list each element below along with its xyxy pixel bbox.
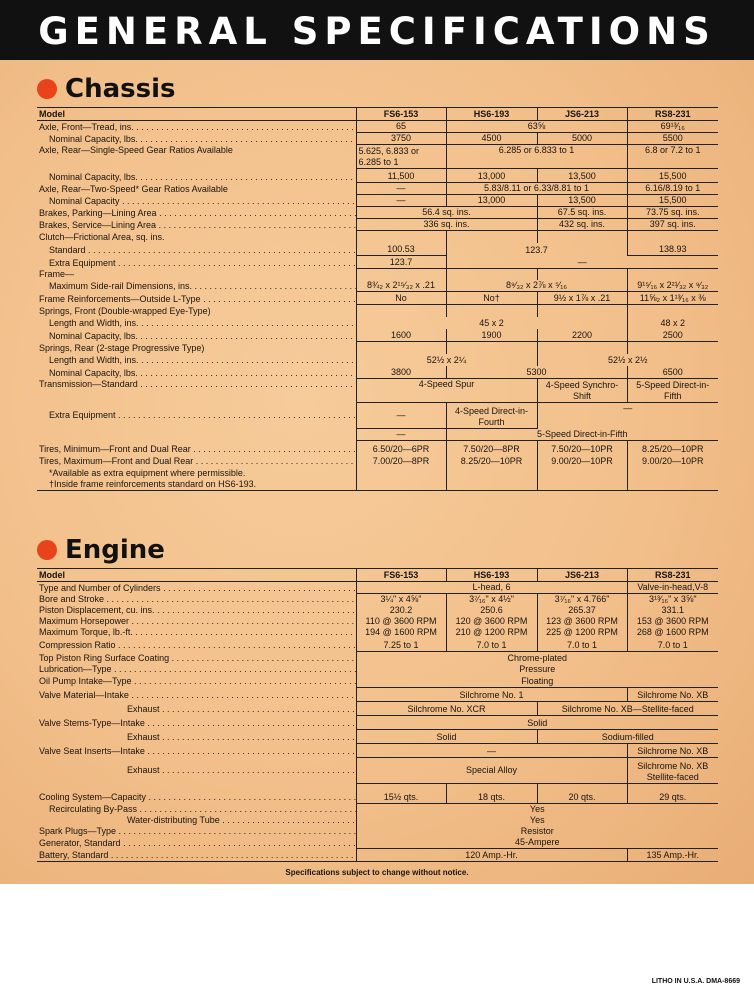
table-row [37, 403, 718, 429]
table-row [37, 366, 718, 379]
cell-value: 29 qts. [627, 783, 718, 803]
row-label: Compression Ratio . . . [37, 638, 356, 651]
engine-title: Engine [65, 535, 165, 565]
row-label: Exhaust . . . [37, 729, 356, 743]
cell-value: 3¼" x 4⅝" [356, 594, 446, 606]
table-row [37, 675, 718, 687]
table-row [37, 354, 718, 366]
cell-value: 8.25/20—10PR [627, 441, 718, 455]
title-banner [0, 0, 754, 60]
cell-value: 265.37 [537, 605, 627, 616]
cell-value: Silchrome No. XB [627, 743, 718, 757]
cell-value: 52½ x 2¼ [356, 354, 537, 366]
cell-value: 7.50/20—10PR [537, 441, 627, 455]
row-label: Recirculating By-Pass . . . [37, 803, 356, 815]
engine-heading [37, 535, 165, 565]
cell-value: 7.50/20—8PR [446, 441, 537, 455]
cell-value: 2200 [537, 329, 627, 342]
table-row [37, 145, 718, 169]
cell-value: 56.4 sq. ins. [356, 207, 537, 219]
table-row [37, 329, 718, 342]
row-label: Frame— [39, 268, 75, 279]
row-label: Length and Width, ins. . . . [37, 354, 356, 366]
table-row [37, 441, 718, 455]
cell-value: 5.625, 6.833 or 6.285 to 1 [356, 145, 446, 169]
table-row [37, 219, 718, 231]
cell-value: 6.285 or 6.833 to 1 [446, 145, 627, 169]
table-row [37, 757, 718, 783]
row-label: Axle, Rear—Two-Speed* Gear Ratios Available [39, 183, 228, 194]
cell-value: Resistor [356, 826, 718, 837]
cell-value: Floating [356, 675, 718, 687]
table-row [37, 455, 718, 467]
cell-value: 67.5 sq. ins. [537, 207, 627, 219]
cell-value: — [356, 743, 627, 757]
row-label: Tires, Maximum—Front and Dual Rear . . . [37, 455, 356, 467]
row-label [37, 429, 356, 441]
cell-value: No† [446, 292, 537, 305]
cell-value: 123.7 [446, 243, 627, 256]
cell-value: 331.1 [627, 605, 718, 616]
col-model: Model [37, 569, 356, 582]
cell-value: 3750 [356, 133, 446, 145]
cell-value: 4-Speed Synchro-Shift [537, 379, 627, 403]
cell-value: 230.2 [356, 605, 446, 616]
cell-value: 194 @ 1600 RPM [356, 627, 446, 638]
cell-value: 9¹⁵⁄₁₆ x 2²¹⁄₃₂ x ⁹⁄₃₂ [627, 280, 718, 292]
cell-value: L-head, 6 [356, 582, 627, 594]
cell-value: Silchrome No. XB Stellite-faced [627, 757, 718, 783]
table-row [37, 195, 718, 207]
header-row [37, 569, 718, 582]
table-row [37, 292, 718, 305]
cell-value: — [446, 256, 718, 269]
cell-value: 63⅝ [446, 121, 627, 133]
footnote-row [37, 467, 718, 479]
cell-value: 3⁷⁄₁₆" x 4½" [446, 594, 537, 606]
table-row [37, 256, 718, 269]
table-row [37, 803, 718, 815]
table-row [37, 651, 718, 664]
row-label: Maximum Side-rail Dimensions, ins. . . . [37, 280, 356, 292]
cell-value: 250.6 [446, 605, 537, 616]
cell-value: Sodium-filled [537, 729, 718, 743]
table-row [37, 849, 718, 862]
cell-value: 225 @ 1200 RPM [537, 627, 627, 638]
row-label: Nominal Capacity, lbs. . . . [37, 329, 356, 342]
cell-value: 7.0 to 1 [446, 638, 537, 651]
row-label: Springs, Rear (2-stage Progressive Type) [39, 342, 205, 353]
footnote-row [37, 479, 718, 491]
print-code: LITHO IN U.S.A. DMA-8669 [651, 978, 740, 985]
cell-value: 5-Speed Direct-in-Fifth [446, 429, 718, 441]
row-label: Bore and Stroke . . . [37, 594, 356, 606]
col-hs6: HS6-193 [446, 569, 537, 582]
row-label: Standard . . . [37, 243, 356, 256]
cell-value: 7.25 to 1 [356, 638, 446, 651]
table-row [37, 826, 718, 837]
cell-value: Yes [356, 815, 718, 826]
table-row [37, 627, 718, 638]
cell-value: 432 sq. ins. [537, 219, 627, 231]
cell-value: 5.83/8.11 or 6.33/8.81 to 1 [446, 183, 627, 195]
row-label: Axle, Front—Tread, ins. . . . [37, 121, 356, 133]
row-label: Spark Plugs—Type . . . [37, 826, 356, 837]
cell-value: 123 @ 3600 RPM [537, 616, 627, 627]
cell-value: 5000 [537, 133, 627, 145]
footnote: †Inside frame reinforcements standard on HS6-193. [37, 479, 356, 491]
cell-value: 1900 [446, 329, 537, 342]
footnote: *Available as extra equipment where permissible. [49, 467, 246, 478]
cell-value: 100.53 [356, 243, 446, 256]
cell-value: 6500 [627, 366, 718, 379]
col-js6: JS6-213 [537, 108, 627, 121]
table-row [37, 664, 718, 675]
table-row [37, 616, 718, 627]
cell-value: — [356, 429, 446, 441]
cell-value: Yes [356, 803, 718, 815]
page-title: GENERAL SPECIFICATIONS [38, 10, 716, 53]
cell-value: 45 x 2 [356, 317, 627, 329]
row-label: Nominal Capacity . . . [37, 195, 356, 207]
cell-value: Chrome-plated [356, 651, 718, 664]
cell-value: 5-Speed Direct-in-Fifth [627, 379, 718, 403]
table-row [37, 207, 718, 219]
cell-value: 1600 [356, 329, 446, 342]
row-label: Nominal Capacity, lbs. . . . [37, 133, 356, 145]
table-row [37, 305, 718, 317]
row-label: Extra Equipment . . . [37, 256, 356, 269]
table-row [37, 594, 718, 606]
table-row [37, 269, 718, 280]
cell-value: 110 @ 3600 RPM [356, 616, 446, 627]
cell-value: 5300 [446, 366, 627, 379]
row-label: Axle, Rear—Single-Speed Gear Ratios Available [39, 144, 233, 155]
table-row [37, 169, 718, 183]
cell-value: No [356, 292, 446, 305]
row-label: Tires, Minimum—Front and Dual Rear . . . [37, 441, 356, 455]
table-row [37, 133, 718, 145]
cell-value: 9.00/20—10PR [537, 455, 627, 467]
table-row [37, 280, 718, 292]
chassis-table [37, 107, 718, 491]
cell-value: 3⁷⁄₁₆" x 4.766" [537, 594, 627, 606]
chassis-heading [37, 74, 175, 104]
cell-value: — [356, 183, 446, 195]
cell-value: Silchrome No. XB [627, 687, 718, 701]
cell-value: 52½ x 2½ [537, 354, 718, 366]
col-rs8: RS8-231 [627, 569, 718, 582]
row-label: Brakes, Parking—Lining Area . . . [37, 207, 356, 219]
table-row [37, 317, 718, 329]
cell-value: 5500 [627, 133, 718, 145]
cell-value: 45-Ampere [356, 837, 718, 849]
table-row [37, 638, 718, 651]
table-row [37, 837, 718, 849]
cell-value: 8¾₂ x 2¹⁵⁄₃₂ x .21 [356, 280, 446, 292]
cell-value: 13,000 [446, 169, 537, 183]
col-hs6: HS6-193 [446, 108, 537, 121]
cell-value: 73.75 sq. ins. [627, 207, 718, 219]
cell-value: — [537, 403, 718, 429]
cell-value: 6.50/20—6PR [356, 441, 446, 455]
cell-value: 4-Speed Spur [356, 379, 537, 403]
table-row [37, 701, 718, 715]
bullet-dot-icon [37, 540, 57, 560]
cell-value: 69¹³⁄₁₆ [627, 121, 718, 133]
cell-value: 15,500 [627, 169, 718, 183]
cell-value: 7.0 to 1 [627, 638, 718, 651]
cell-value: 8.25/20—10PR [446, 455, 537, 467]
table-row [37, 605, 718, 616]
row-label: Piston Displacement, cu. ins. . . . [37, 605, 356, 616]
row-label: Exhaust . . . [37, 701, 356, 715]
table-row [37, 582, 718, 594]
row-label: Battery, Standard . . . [37, 849, 356, 862]
row-label: Generator, Standard . . . [37, 837, 356, 849]
row-label: Extra Equipment . . . [37, 403, 356, 429]
cell-value: Solid [356, 715, 718, 729]
cell-value: 120 @ 3600 RPM [446, 616, 537, 627]
row-label: Nominal Capacity, lbs. . . . [37, 366, 356, 379]
cell-value: 268 @ 1600 RPM [627, 627, 718, 638]
cell-value: 120 Amp.-Hr. [356, 849, 627, 862]
row-label: Length and Width, ins. . . . [37, 317, 356, 329]
cell-value: 11⅝₂ x 1¹³⁄₁₆ x ⅜ [627, 292, 718, 305]
table-row [37, 429, 718, 441]
table-row [37, 243, 718, 256]
cell-value: 123.7 [356, 256, 446, 269]
bullet-dot-icon [37, 79, 57, 99]
cell-value: 7.00/20—8PR [356, 455, 446, 467]
row-label: Lubrication—Type . . . [37, 664, 356, 675]
row-label: Clutch—Frictional Area, sq. ins. [39, 231, 165, 242]
cell-value: 7.0 to 1 [537, 638, 627, 651]
cell-value: 65 [356, 121, 446, 133]
cell-value: 138.93 [627, 243, 718, 256]
engine-table [37, 568, 718, 862]
chassis-title: Chassis [65, 74, 176, 104]
cell-value: 15½ qts. [356, 783, 446, 803]
cell-value: Solid [356, 729, 537, 743]
cell-value: 6.8 or 7.2 to 1 [627, 145, 718, 169]
row-label: Exhaust . . . [37, 757, 356, 783]
col-model: Model [37, 108, 356, 121]
row-label: Top Piston Ring Surface Coating . . . [37, 651, 356, 664]
table-row [37, 815, 718, 826]
row-label: Water-distributing Tube . . . [37, 815, 356, 826]
table-row [37, 379, 718, 403]
row-label: Valve Stems-Type—Intake . . . [37, 715, 356, 729]
cell-value: Valve-in-head,V-8 [627, 582, 718, 594]
col-fs6: FS6-153 [356, 108, 446, 121]
table-row [37, 342, 718, 354]
table-row [37, 783, 718, 803]
col-rs8: RS8-231 [627, 108, 718, 121]
row-label: Brakes, Service—Lining Area . . . [37, 219, 356, 231]
row-label: Maximum Horsepower . . . [37, 616, 356, 627]
row-label: Maximum Torque, lb.-ft. . . . [37, 627, 356, 638]
cell-value: 3¹³⁄₁₆" x 3⅝" [627, 594, 718, 606]
footer-notice: Specifications subject to change without notice. [285, 868, 469, 877]
cell-value: 210 @ 1200 RPM [446, 627, 537, 638]
cell-value: 15,500 [627, 195, 718, 207]
cell-value: 48 x 2 [627, 317, 718, 329]
cell-value: 20 qts. [537, 783, 627, 803]
header-row [37, 108, 718, 121]
cell-value: 18 qts. [446, 783, 537, 803]
cell-value: 3800 [356, 366, 446, 379]
col-js6: JS6-213 [537, 569, 627, 582]
cell-value: 4-Speed Direct-in-Fourth [446, 403, 537, 429]
cell-value: 397 sq. ins. [627, 219, 718, 231]
cell-value: Silchrome No. XB—Stellite-faced [537, 701, 718, 715]
cell-value: 135 Amp.-Hr. [627, 849, 718, 862]
cell-value: 153 @ 3600 RPM [627, 616, 718, 627]
cell-value: — [356, 403, 446, 429]
row-label: Springs, Front (Double-wrapped Eye-Type) [39, 305, 211, 316]
cell-value: 4500 [446, 133, 537, 145]
cell-value: 8⁹⁄₃₂ x 2⅞ x ⁵⁄₁₆ [446, 280, 627, 292]
cell-value: Special Alloy [356, 757, 627, 783]
table-row [37, 743, 718, 757]
col-fs6: FS6-153 [356, 569, 446, 582]
cell-value: Pressure [356, 664, 718, 675]
cell-value: 6.16/8.19 to 1 [627, 183, 718, 195]
row-label: Frame Reinforcements—Outside L-Type . . . [37, 292, 356, 305]
cell-value: 11,500 [356, 169, 446, 183]
row-label: Type and Number of Cylinders . . . [37, 582, 356, 594]
row-label: Transmission—Standard . . . [37, 379, 356, 403]
table-row [37, 121, 718, 133]
row-label: Valve Material—Intake . . . [37, 687, 356, 701]
table-row [37, 183, 718, 195]
cell-value: 13,500 [537, 195, 627, 207]
cell-value: 2500 [627, 329, 718, 342]
row-label: Cooling System—Capacity . . . [37, 783, 356, 803]
table-row [37, 231, 718, 243]
table-row [37, 729, 718, 743]
table-row [37, 715, 718, 729]
cell-value: — [356, 195, 446, 207]
table-row [37, 687, 718, 701]
cell-value: 336 sq. ins. [356, 219, 537, 231]
row-label: Nominal Capacity, lbs. . . . [37, 169, 356, 183]
cell-value: 13,000 [446, 195, 537, 207]
cell-value: 9½ x 1⅞ x .21 [537, 292, 627, 305]
row-label: Valve Seat Inserts—Intake . . . [37, 743, 356, 757]
cell-value: 13,500 [537, 169, 627, 183]
row-label: Oil Pump Intake—Type . . . [37, 675, 356, 687]
cell-value: 9.00/20—10PR [627, 455, 718, 467]
cell-value: Silchrome No. XCR [356, 701, 537, 715]
cell-value: Silchrome No. 1 [356, 687, 627, 701]
